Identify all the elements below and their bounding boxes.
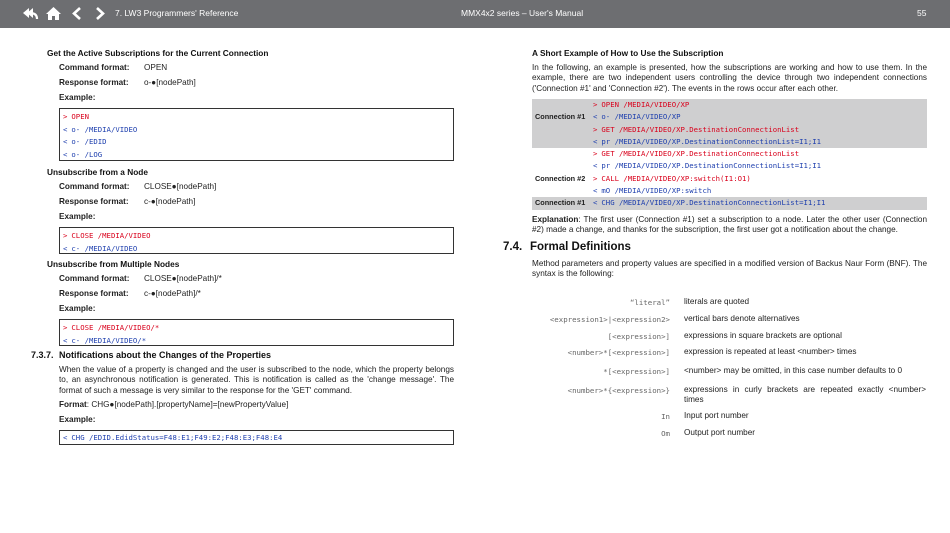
command-format-label: Command format: — [59, 63, 130, 72]
document-title: MMX4x2 series – User's Manual — [461, 8, 584, 18]
command-cell: < pr /MEDIA/VIDEO/XP.DestinationConnectionList=I1;I1 — [593, 161, 822, 171]
command-cell: < CHG /MEDIA/VIDEO/XP.DestinationConnectionList=I1;I1 — [590, 197, 927, 209]
code-text: o- /MEDIA/VIDEO — [71, 124, 138, 134]
bnf-symbol: In — [661, 412, 670, 421]
command-cell: > GET /MEDIA/VIDEO/XP.DestinationConnectionList — [590, 124, 927, 136]
connection-label: Connection #1 — [532, 197, 590, 209]
example-label: Example: — [59, 415, 96, 424]
example-label: Example: — [59, 93, 96, 102]
notification-paragraph: When the value of a property is changed and the user is subscribed to the node, which the property belongs to, an asynchronous notification is generated. This is notification is called as the 'change message'. The format of such a message is very similar to the response for the 'GET' command. — [59, 365, 454, 395]
nav-buttons — [22, 5, 108, 22]
connection-label — [532, 124, 590, 136]
direction-marker: < — [63, 137, 68, 147]
direction-marker: < — [63, 433, 68, 442]
code-text: o- /EDID — [71, 137, 107, 147]
code-line — [63, 124, 450, 137]
bnf-symbol: [<expression>] — [607, 332, 670, 341]
code-line — [63, 433, 450, 442]
table-row — [532, 197, 927, 209]
code-text: CHG /EDID.EdidStatus=F48:E1;F49:E2;F48:E3;F48:E4 — [71, 433, 283, 442]
command-format-label: Command format: — [59, 182, 130, 191]
direction-marker: < — [63, 124, 68, 134]
connection-label — [532, 99, 590, 111]
section-heading: Get the Active Subscriptions for the Current Connection — [47, 48, 269, 58]
direction-marker: > — [63, 112, 68, 121]
command-cell: < mO /MEDIA/VIDEO/XP:switch — [593, 186, 712, 196]
table-row — [532, 185, 927, 197]
code-text: CLOSE /MEDIA/VIDEO/* — [71, 323, 160, 332]
chapter-title: 7. LW3 Programmers' Reference — [115, 8, 239, 18]
code-text: o- /LOG — [71, 150, 103, 160]
direction-marker: > — [63, 231, 68, 240]
code-line — [63, 136, 450, 149]
command-cell: > OPEN /MEDIA/VIDEO/XP — [590, 99, 927, 111]
response-format-value: o-●[nodePath] — [144, 78, 196, 87]
direction-marker: > — [63, 323, 68, 332]
response-format-label: Response format: — [59, 78, 129, 87]
example-paragraph: In the following, an example is presented, how the subscriptions are working and how to use them. In the example, there are two independent users controlling the device through two independent connections ('Connection #1' and 'Connection #2'). The events in the rows occur after each other. — [532, 63, 927, 93]
response-format-label: Response format: — [59, 197, 129, 206]
connection-label — [532, 185, 590, 197]
section-heading: Unsubscribe from a Node — [47, 167, 148, 177]
bnf-symbol: <expression1>|<expression2> — [549, 315, 670, 324]
code-line — [63, 335, 450, 348]
chevron-right-icon[interactable] — [91, 5, 108, 22]
command-cell: < pr /MEDIA/VIDEO/XP.DestinationConnectionList=I1;I1 — [590, 136, 927, 148]
table-row — [532, 99, 927, 111]
section-number: 7.3.7. — [31, 350, 54, 360]
connection-label — [532, 148, 590, 160]
code-example — [59, 227, 454, 254]
code-text: OPEN — [71, 112, 89, 121]
bnf-symbol: “literal” — [629, 298, 670, 307]
code-line — [63, 230, 450, 243]
section-heading: Unsubscribe from Multiple Nodes — [47, 259, 180, 269]
code-line — [63, 322, 450, 335]
bnf-description: <number> may be omitted, in this case number defaults to 0 — [684, 366, 902, 375]
direction-marker: < — [63, 335, 68, 345]
bnf-description: expressions in square brackets are optional — [684, 331, 842, 340]
response-format-label: Response format: — [59, 289, 129, 298]
back-all-icon[interactable] — [22, 5, 39, 22]
connection-label — [532, 160, 590, 172]
example-label: Example: — [59, 212, 96, 221]
direction-marker: < — [63, 243, 68, 253]
section-heading: A Short Example of How to Use the Subscription — [532, 48, 724, 58]
code-example — [59, 108, 454, 161]
code-text: CLOSE /MEDIA/VIDEO — [71, 231, 151, 240]
direction-marker: < — [63, 150, 68, 160]
section-heading: Formal Definitions — [530, 241, 631, 253]
chevron-left-icon[interactable] — [68, 5, 85, 22]
table-row — [532, 148, 927, 160]
example-label: Example: — [59, 304, 96, 313]
top-bar — [0, 0, 950, 28]
bnf-description: expressions in curly brackets are repeated exactly <number> times — [684, 385, 926, 405]
command-cell: < o- /MEDIA/VIDEO/XP — [590, 111, 927, 123]
code-text: c- /MEDIA/VIDEO/* — [71, 335, 147, 345]
bnf-description: expression is repeated at least <number> times — [684, 347, 857, 356]
command-cell: > CALL /MEDIA/VIDEO/XP:switch(I1:O1) — [593, 173, 751, 183]
connection-label: Connection #2 — [535, 173, 586, 183]
command-format-label: Command format: — [59, 274, 130, 283]
bnf-description: vertical bars denote alternatives — [684, 314, 800, 323]
response-format-value: c-●[nodePath]/* — [144, 289, 201, 298]
bnf-description: literals are quoted — [684, 297, 750, 306]
code-line — [63, 149, 450, 162]
command-format-value: OPEN — [144, 63, 168, 72]
section-heading: Notifications about the Changes of the Properties — [59, 350, 272, 360]
response-format-value: c-●[nodePath] — [144, 197, 196, 206]
code-text: c- /MEDIA/VIDEO — [71, 243, 138, 253]
table-row — [532, 160, 927, 172]
command-format-value: CLOSE●[nodePath] — [144, 182, 217, 191]
section-number: 7.4. — [503, 241, 523, 253]
format-line: Format: CHG●[nodePath].[propertyName]=[newPropertyValue] — [59, 400, 289, 409]
table-row — [532, 173, 927, 185]
connection-label: Connection #1 — [532, 111, 590, 123]
command-format-value: CLOSE●[nodePath]/* — [144, 274, 222, 283]
home-icon[interactable] — [45, 5, 62, 22]
explanation-paragraph: Explanation: The first user (Connection #1) set a subscription to a node. Later the other user (Connection #2) made a change, and thanks for the subscription, the first user got a notification about the change. — [532, 215, 927, 235]
formal-paragraph: Method parameters and property values are specified in a modified version of Backus Naur Form (BNF). The syntax is the following: — [532, 259, 927, 279]
code-example — [59, 430, 454, 445]
bnf-description: Input port number — [684, 411, 749, 420]
subscription-example-table — [532, 99, 927, 210]
bnf-symbol: Om — [661, 429, 670, 438]
table-row — [532, 111, 927, 123]
bnf-symbol: <number>*[<expression>] — [567, 348, 670, 357]
code-example — [59, 319, 454, 346]
bnf-description: Output port number — [684, 428, 755, 437]
table-row — [532, 136, 927, 148]
page-number: 55 — [917, 8, 927, 18]
code-line — [63, 111, 450, 124]
command-cell: > GET /MEDIA/VIDEO/XP.DestinationConnectionList — [593, 149, 800, 159]
bnf-symbol: *[<expression>] — [603, 367, 670, 376]
connection-label — [532, 136, 590, 148]
bnf-symbol: <number>*{<expression>} — [567, 386, 670, 395]
table-row — [532, 124, 927, 136]
format-value: CHG●[nodePath].[propertyName]=[newPropertyValue] — [91, 400, 289, 409]
code-line — [63, 243, 450, 256]
